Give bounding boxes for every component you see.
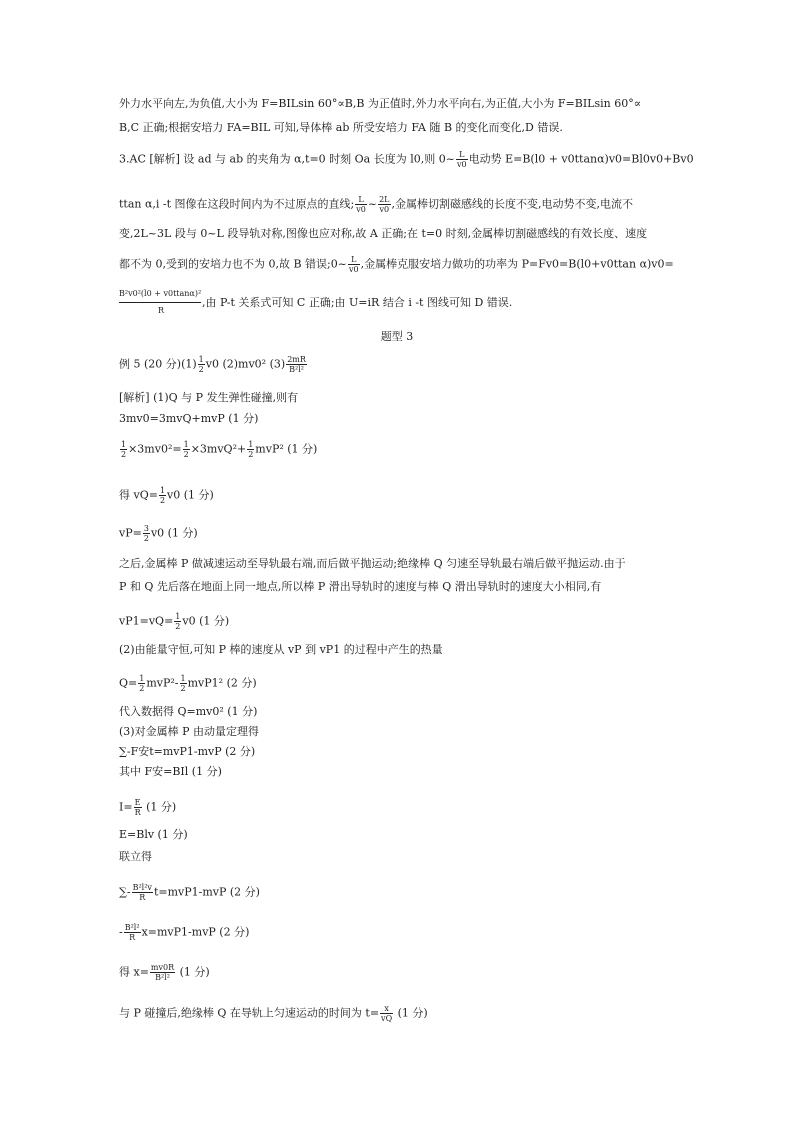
fraction: $\frac{3}{2}$ xyxy=(143,524,149,543)
para-17: 联立得 xyxy=(119,850,152,863)
fraction: $\frac{1}{2}$ xyxy=(159,486,166,505)
fraction: $\frac{2L}{v0}$ xyxy=(379,195,390,214)
fraction: $\frac{1}{2}$ xyxy=(183,440,189,459)
line-3: 3.AC [解析] 设 ad 与 ab 的夹角为 α,t=0 时刻 Oa 长度为 l0,则 0~ $\frac{L}{v0}$ 电动势 E=B(l0 + v0ttanα)v0=Bl0v0+Bv0 xyxy=(119,150,694,169)
para-13: ∑-F安t=mvP1-mvP (2 分) xyxy=(119,745,256,758)
fraction: $\frac{x}{vQ}$ xyxy=(381,1004,393,1023)
line-5: 变,2L~3L 段与 0~L 段导轨对称,图像也应对称,故 A 正确;在 t=0 时刻,金属棒切割磁感线的有效长度、速度 xyxy=(119,227,648,240)
para-19: - $\frac{\text{B²l²}}{R}$ x=mvP1-mvP (2 分) xyxy=(119,923,250,942)
fraction: $\frac{1}{2}$ xyxy=(121,440,127,459)
fraction: $\frac{E}{R}$ xyxy=(134,798,141,817)
para-20: 得 x= $\frac{mv0R}{\text{B²l²}}$ (1 分) xyxy=(119,963,210,982)
line-6: 都不为 0,受到的安培力也不为 0,故 B 错误;0~ $\frac{L}{v0}$ ,金属棒克服安培力做功的功率为 P=Fv0=B(l0+v0ttan α)v0= xyxy=(119,255,674,274)
para-9: (2)由能量守恒,可知 P 棒的速度从 vP 到 vP1 的过程中产生的热量 xyxy=(119,643,443,656)
line-2: B,C 正确;根据安培力 FA=BIL 可知,导体棒 ab 所受安培力 FA 随 B 的变化而变化,D 错误. xyxy=(119,121,563,134)
para-15: I= $\frac{E}{R}$ (1 分) xyxy=(119,798,177,817)
para-1: [解析] (1)Q 与 P 发生弹性碰撞,则有 xyxy=(119,391,299,404)
example-5-answers: 例 5 (20 分)(1) $\frac{1}{2}$ v0 (2)mv0² (3) $\frac{2mR}{\text{B²l²}}$ xyxy=(119,355,306,374)
fraction: $\frac{1}{2}$ xyxy=(139,674,145,693)
para-12: (3)对金属棒 P 由动量定理得 xyxy=(119,725,259,738)
power-fraction-rule xyxy=(119,302,201,303)
para-21: 与 P 碰撞后,绝缘棒 Q 在导轨上匀速运动的时间为 t= $\frac{x}{vQ}$ (1 分) xyxy=(119,1004,428,1023)
para-18: ∑- $\frac{\text{B²l²v}}{R}$ t=mvP1-mvP (2 分) xyxy=(119,883,260,902)
fraction: $\frac{1}{2}$ xyxy=(180,674,186,693)
para-4: 得 vQ= $\frac{1}{2}$ v0 (1 分) xyxy=(119,486,214,505)
para-3: $\frac{1}{2}$ ×3mv0²= $\frac{1}{2}$ ×3mvQ²+ $\frac{1}{2}$ mvP² (1 分) xyxy=(121,440,318,459)
para-16: E=Blv (1 分) xyxy=(119,828,188,841)
fraction: $\frac{L}{v0}$ xyxy=(356,195,366,214)
fraction: $\frac{2mR}{\text{B²l²}}$ xyxy=(287,355,306,374)
fraction: $\frac{L}{v0}$ xyxy=(456,150,467,169)
fraction: $\frac{\text{B²l²v}}{R}$ xyxy=(132,883,152,902)
para-14: 其中 F安=BIl (1 分) xyxy=(119,765,222,778)
fraction: $\frac{1}{2}$ xyxy=(175,612,181,631)
para-10: Q= $\frac{1}{2}$ mvP²- $\frac{1}{2}$ mvP1² (2 分) xyxy=(119,674,257,693)
para-5: vP= $\frac{3}{2}$ v0 (1 分) xyxy=(119,524,198,543)
fraction: $\frac{\text{B²l²}}{R}$ xyxy=(124,923,140,942)
para-6: 之后,金属棒 P 做减速运动至导轨最右端,而后做平抛运动;绝缘棒 Q 匀速至导轨最右端后做平抛运动.由于 xyxy=(119,557,626,570)
fraction: $\frac{mv0R}{\text{B²l²}}$ xyxy=(150,963,175,982)
power-fraction-den: R xyxy=(158,306,165,315)
para-2: 3mv0=3mvQ+mvP (1 分) xyxy=(119,412,259,425)
section-heading: 题型 3 xyxy=(380,330,414,343)
line-4: ttan α,i -t 图像在这段时间内为不过原点的直线; $\frac{L}{v0}$ ~ $\frac{2L}{v0}$ ,金属棒切割磁感线的长度不变,电动势不变,电流不 xyxy=(119,195,633,214)
line-1: 外力水平向左,为负值,大小为 F=BILsin 60°∝B,B 为正值时,外力水平向右,为正值,大小为 F=BILsin 60°∝ xyxy=(119,97,642,110)
para-8: vP1=vQ= $\frac{1}{2}$ v0 (1 分) xyxy=(119,612,230,631)
fraction: $\frac{L}{v0}$ xyxy=(348,255,359,274)
para-11: 代入数据得 Q=mv0² (1 分) xyxy=(119,705,258,718)
fraction: $\frac{1}{2}$ xyxy=(248,440,254,459)
para-7: P 和 Q 先后落在地面上同一地点,所以棒 P 滑出导轨时的速度与棒 Q 滑出导轨时的速度大小相同,有 xyxy=(119,580,602,593)
fraction: $\frac{1}{2}$ xyxy=(198,355,204,374)
line-7: ,由 P-t 关系式可知 C 正确;由 U=iR 结合 i -t 图线可知 D 错误. xyxy=(202,296,513,309)
power-fraction-num: B²v0²(l0 + v0ttanα)² xyxy=(119,289,202,298)
